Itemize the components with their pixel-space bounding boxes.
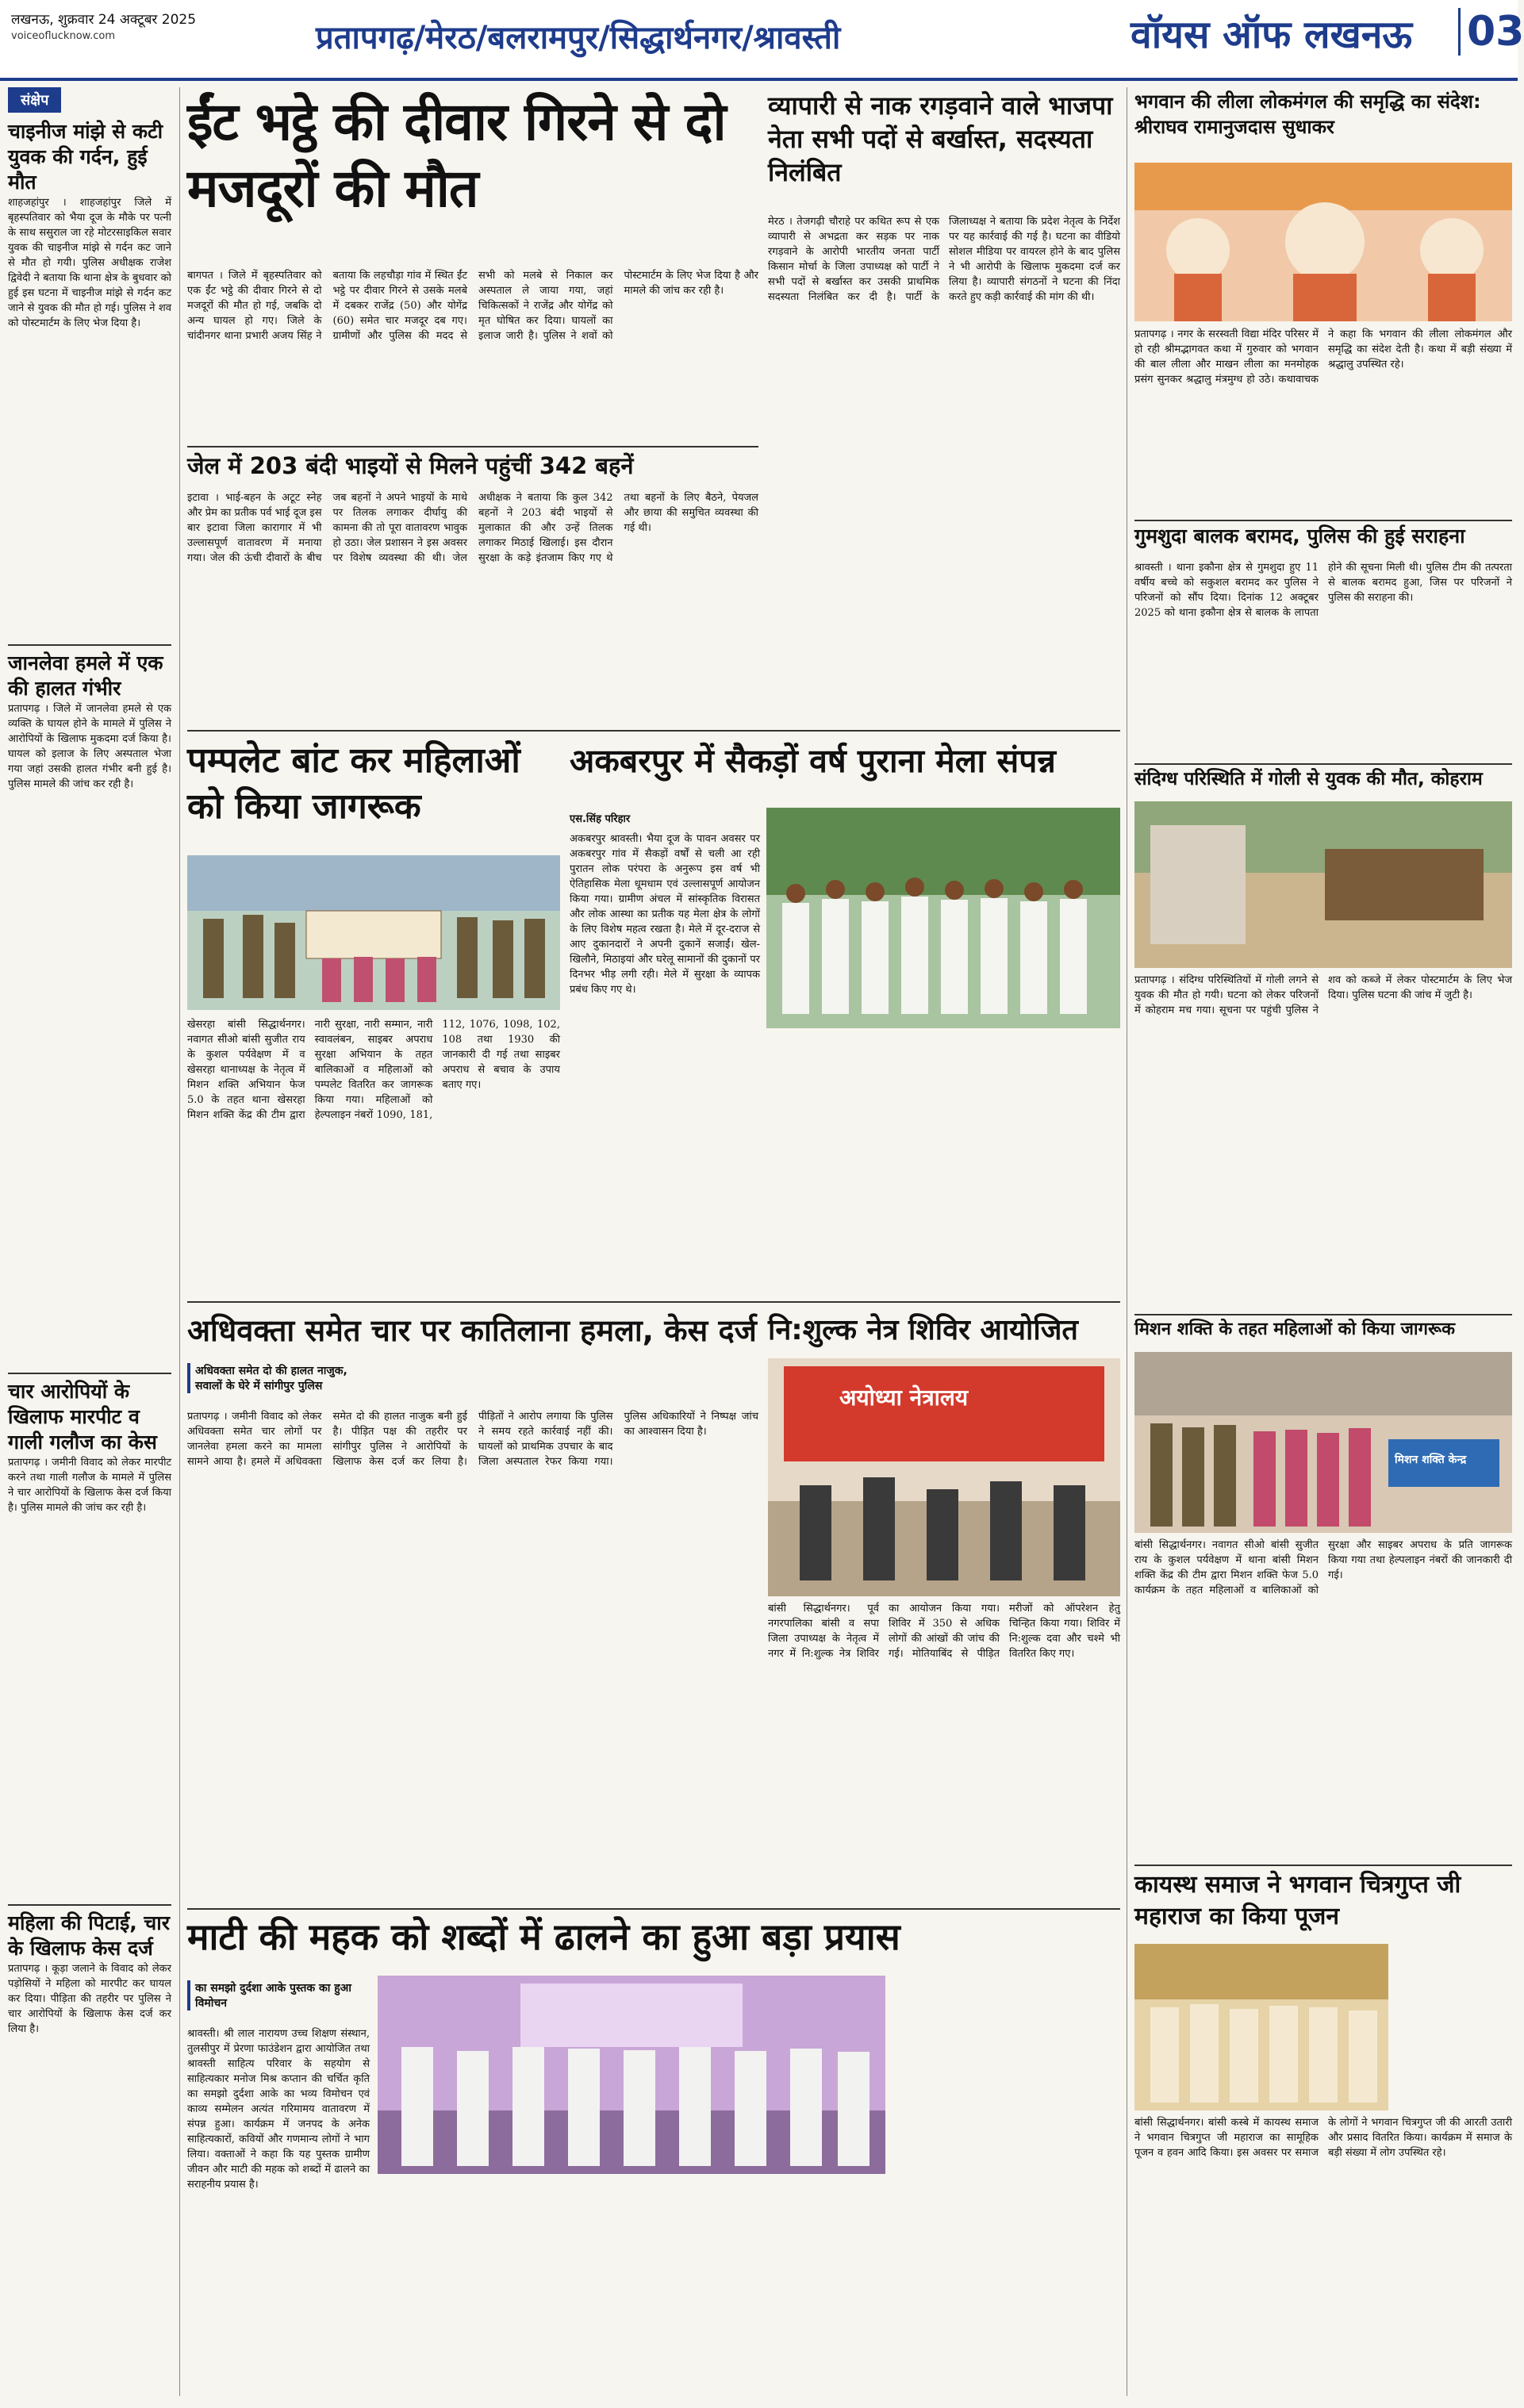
chitragupt-body: बांसी सिद्धार्थनगर। बांसी कस्बे में कायस्थ समाज ने भगवान चित्रगुप्त जी महाराज का सामूहिक पूजन व हवन आदि किया। इस अवसर पर समाज के लोगों ने भगवान चित्रगुप्त जी की आरती उतारी और प्रसाद वितरित किया। कार्यक्रम में समाज के बड़ी संख्या में लोग उपस्थित रहे।: [1134, 2117, 1512, 2159]
site-url[interactable]: voiceoflucknow.com: [11, 30, 115, 42]
shooting-headline-box: [1134, 766, 1512, 798]
rule: [8, 1904, 171, 1906]
lead-story-body: बागपत । जिले में बृहस्पतिवार को एक ईंट भट्ठे की दीवार गिरने से दो मजदूरों की मौत हो गई, जबकि दो अन्य घायल हो गए। जिले के चांदीनगर थाना प्रभारी अजय सिंह ने बताया कि लहचौड़ा गांव में स्थित ईंट भट्ठे पर दीवार गिरने से उसके मलबे में दबकर राजेंद्र (50) और योगेंद्र (60) समेत चार मजदूर दब गए। ग्रामीणों और पुलिस की मदद से सभी को मलबे से निकाल कर अस्पताल ले जाया गया, जहां चिकित्सकों ने राजेंद्र और योगेंद्र को मृत घोषित कर दिया। घायलों का इलाज जारी है। पुलिस ने शवों को पोस्टमार्टम के लिए भेज दिया है और मामले की जांच कर रही है।: [187, 270, 758, 342]
mission-shakti-photo: [1134, 1352, 1512, 1533]
advocate-subhead-box: [187, 1358, 370, 1406]
mela-headline-box: [570, 738, 1120, 801]
mela-body-bottom: [570, 1031, 1120, 1293]
chitragupt-headline-box: [1134, 1869, 1512, 1939]
mission-shakti-body: बांसी सिद्धार्थनगर। नवागत सीओ बांसी सुजीत राय के कुशल पर्यवेक्षण में थाना बांसी मिशन शक्ति केंद्र की टीम द्वारा मिशन शक्ति फेज 5.0 कार्यक्रम के तहत महिलाओं व बालिकाओं को सुरक्षा और साइबर अपराध के प्रति जागरूक किया गया तथा हेल्पलाइन नंबरों की जानकारी दी गई।: [1134, 1539, 1512, 1596]
eye-camp-photo: [768, 1358, 1120, 1596]
pamphlet-body: खेसरहा बांसी सिद्धार्थनगर। नवागत सीओ बांसी सुजीत राय के कुशल पर्यवेक्षण में व खेसरहा थानाध्यक्ष के नेतृत्व में मिशन शक्ति अभियान फेज 5.0 के तहत थाना खेसरहा मिशन शक्ति केंद्र की टीम द्वारा नारी सुरक्षा, नारी सम्मान, नारी स्वावलंबन, साइबर अपराध सुरक्षा अभियान के तहत बालिकाओं व महिलाओं को पम्पलेट वितरित कर जागरूक किया गया। महिलाओं को हेल्पलाइन नंबरों 1090, 181, 112, 1076, 1098, 102, 108 तथा 1930 की जानकारी दी गई तथा साइबर अपराध से बचाव के उपाय बताए गए।: [187, 1019, 560, 1121]
rule: [8, 1373, 171, 1374]
newspaper-brand: वॉयस ऑफ लखनऊ: [1131, 13, 1413, 57]
bjp-story-headline-box: [768, 89, 1120, 212]
brief-4-headline: महिला की पिटाई, चार के खिलाफ केस दर्ज: [8, 1911, 171, 1960]
lead-headline: ईंट भट्ठे की दीवार गिरने से दो मजदूरों की मौत: [187, 91, 726, 219]
section-cities: प्रतापगढ़/मेरठ/बलरामपुर/सिद्धार्थनगर/श्रावस्ती: [316, 20, 841, 56]
lit-body-right: [893, 1976, 1120, 2391]
pamphlet-photo: [187, 855, 560, 1010]
brief-4-body: प्रतापगढ़ । कूड़ा जलाने के विवाद को लेकर पड़ोसियों ने महिला को मारपीट कर घायल कर दिया। पीड़िता की तहरीर पर पुलिस ने चार आरोपियों के खिलाफ केस दर्ज कर लिया है।: [8, 1963, 171, 2035]
rule: [1134, 1314, 1512, 1315]
mission-shakti-banner-text: मिशन शक्ति केन्द्र: [1395, 1454, 1467, 1466]
column-divider: [179, 87, 180, 2396]
eye-camp-body: बांसी सिद्धार्थनगर। पूर्व नगरपालिका बांसी व सपा जिला उपाध्यक्ष के नेतृत्व में नगर में नि:शुल्क नेत्र शिविर का आयोजन किया गया। शिविर में 350 से अधिक लोगों की आंखों की जांच की गई। मोतियाबिंद से पीड़ित मरीजों को ऑपरेशन हेतु चिन्हित किया गया। शिविर में नि:शुल्क दवा और चश्मे भी वितरित किए गए।: [768, 1603, 1120, 1660]
pamphlet-headline: पम्पलेट बांट कर महिलाओं को किया जागरूक: [187, 740, 520, 827]
police-women-photo: [187, 855, 560, 1010]
chitragupt-headline: कायस्थ समाज ने भगवान चित्रगुप्त जी महाराज का किया पूजन: [1134, 1871, 1461, 1930]
lit-headline-box: [187, 1914, 1120, 1968]
mission-shakti-headline-box: [1134, 1317, 1512, 1349]
shooting-photo: [1134, 801, 1512, 968]
mela-body-top: अकबरपुर श्रावस्ती। भैया दूज के पावन अवसर पर अकबरपुर गांव में सैकड़ों वर्षों से चली आ रही पुरातन लोक परंपरा के अनुरूप इस वर्ष भी ऐतिहासिक मेला धूमधाम एवं उल्लासपूर्ण आयोजन किया गया। ग्रामीण अंचल में सांस्कृतिक विरासत और लोक आस्था का प्रतीक यह मेला क्षेत्र के लोगों के लिए विशेष महत्व रखता है। मेले में दूर-दराज से आए दुकानदारों ने अपनी दुकानें सजाईं। खेल-खिलौने, मिठाइयां और घरेलू सामानों की दुकानों पर दिनभर भीड़ लगी रही। मेले में सुरक्षा के व्यापक प्रबंध किए गए थे।: [570, 833, 760, 996]
jail-headline: जेल में 203 बंदी भाइयों से मिलने पहुंचीं 342 बहनें: [187, 452, 634, 479]
katha-stage-photo: [1134, 163, 1512, 321]
lit-subhead-box: [187, 1976, 370, 2023]
brief-1-headline: चाइनीज मांझे से कटी युवक की गर्दन, हुई मौत: [8, 120, 163, 194]
jail-story-headline-box: [187, 449, 758, 487]
eye-camp-headline: नि:शुल्क नेत्र शिविर आयोजित: [768, 1314, 1078, 1346]
rule: [8, 644, 171, 646]
eye-camp-banner-text: अयोध्या नेत्रालय: [839, 1385, 969, 1411]
mela-group-photo: [766, 808, 1120, 1028]
lit-headline: माटी की महक को शब्दों में ढालने का हुआ बड़ा प्रयास: [187, 1915, 900, 1958]
rule: [187, 730, 1120, 732]
edition-date: लखनऊ, शुक्रवार 24 अक्टूबर 2025: [11, 12, 197, 28]
eye-camp-headline-box: [768, 1308, 1120, 1355]
shooting-body: प्रतापगढ़ । संदिग्ध परिस्थितियों में गोली लगने से युवक की मौत हो गयी। घटना को लेकर परिजनों में कोहराम मच गया। सूचना पर पहुंची पुलिस ने शव को कब्जे में लेकर पोस्टमार्टम के लिए भेज दिया। पुलिस घटना की जांच में जुटी है।: [1134, 974, 1512, 1016]
katha-headline-box: [1134, 89, 1512, 160]
rule: [187, 446, 758, 447]
mela-headline: अकबरपुर में सैकड़ों वर्ष पुराना मेला संपन्न: [570, 742, 1056, 780]
book-release-photo: [378, 1976, 885, 2174]
brief-3-body: प्रतापगढ़ । जमीनी विवाद को लेकर मारपीट करने तथा गाली गलौज के मामले में पुलिस ने चार आरोपियों के खिलाफ केस दर्ज किया है। पुलिस मामले की जांच कर रही है।: [8, 1457, 171, 1514]
briefs-column: [8, 87, 171, 2396]
advocate-body: प्रतापगढ़ । जमीनी विवाद को लेकर अधिवक्ता समेत चार लोगों पर जानलेवा हमला करने का मामला सामने आया है। हमले में अधिवक्ता समेत दो की हालत नाजुक बनी हुई है। पीड़ित पक्ष की तहरीर पर सांगीपुर पुलिस ने आरोपियों के खिलाफ केस दर्ज कर लिया है। पीड़ितों ने आरोप लगाया कि पुलिस ने समय रहते कार्रवाई नहीं की। घायलों को प्राथमिक उपचार के बाद जिला अस्पताल रेफर किया गया। पुलिस अधिकारियों ने निष्पक्ष जांच का आश्वासन दिया है।: [187, 1411, 758, 1468]
lit-body-middle: [378, 2180, 885, 2391]
village-scene-photo: [1134, 801, 1512, 968]
mela-byline: एस.सिंह परिहार: [570, 813, 631, 825]
katha-photo: [1134, 163, 1512, 321]
brief-2-body: प्रतापगढ़ । जिले में जानलेवा हमले से एक व्यक्ति के घायल होने के मामले में पुलिस ने आरोपियों के खिलाफ मुकदमा दर्ज किया है। घायल को इलाज के लिए अस्पताल भेजा गया जहां उसकी हालत गंभीर बनी हुई है। पुलिस मामले की जांच कर रही है।: [8, 703, 171, 790]
shooting-headline: संदिग्ध परिस्थिति में गोली से युवक की मौत, कोहराम: [1134, 769, 1483, 789]
brief-2-headline: जानलेवा हमले में एक की हालत गंभीर: [8, 651, 163, 700]
lit-photo: [378, 1976, 885, 2174]
missing-child-body: श्रावस्ती । थाना इकौना क्षेत्र से गुमशुदा हुए 11 वर्षीय बच्चे को सकुशल बरामद कर पुलिस ने परिजनों को सौंप दिया। दिनांक 12 अक्टूबर 2025 को थाना इकौना क्षेत्र से बालक के लापता होने की सूचना मिली थी। पुलिस टीम की तत्परता से बालक बरामद हुआ, जिस पर परिजनों ने पुलिस की सराहना की।: [1134, 562, 1512, 619]
rule: [187, 1301, 1120, 1303]
lit-body-left: श्रावस्ती। श्री लाल नारायण उच्च शिक्षण संस्थान, तुलसीपुर में प्रेरणा फाउंडेशन द्वारा आयोजित तथा श्रावस्ती साहित्य परिवार के सहयोग से साहित्यकार मनोज मिश्र कप्तान की चर्चित कृति का समझो दुर्दशा आके का भव्य विमोचन एवं काव्य सम्मेलन अत्यंत गरिमामय वातावरण में संपन्न हुआ। कार्यक्रम में जनपद के अनेक साहित्यकारों, कवियों और गणमान्य लोगों ने भाग लिया। वक्ताओं ने कहा कि यह पुस्तक ग्रामीण जीवन और माटी की महक को शब्दों में ढालने का सराहनीय प्रयास है।: [187, 2028, 370, 2191]
advocate-headline-box: [187, 1308, 758, 1355]
briefs-tag: संक्षेप: [8, 87, 61, 113]
pamphlet-headline-box: [187, 738, 560, 849]
jail-story-body: इटावा । भाई-बहन के अटूट स्नेह और प्रेम का प्रतीक पर्व भाई दूज इस बार इटावा जिला कारागार में भी उल्लासपूर्ण वातावरण में मनाया गया। जेल की ऊंची दीवारों के बीच जब बहनों ने अपने भाइयों के माथे पर तिलक लगाकर दीर्घायु की कामना की तो पूरा वातावरण भावुक हो उठा। जेल प्रशासन ने इस अवसर पर विशेष व्यवस्था की थी। जेल अधीक्षक ने बताया कि कुल 342 बहनों ने 203 बंदी भाइयों से मुलाकात की और उन्हें तिलक लगाकर मिठाई खिलाई। इस दौरान सुरक्षा के कड़े इंतजाम किए गए थे तथा बहनों के लिए बैठने, पेयजल और छाया की समुचित व्यवस्था की गई थी।: [187, 492, 758, 564]
rule: [1134, 1865, 1512, 1866]
missing-child-headline: गुमशुदा बालक बरामद, पुलिस की हुई सराहना: [1134, 524, 1465, 547]
mela-photo: [766, 808, 1120, 1028]
brief-1-body: शाहजहांपुर । शाहजहांपुर जिले में बृहस्पतिवार को भैया दूज के मौके पर पत्नी के साथ ससुराल जा रहे मोटरसाइकिल सवार युवक की चाइनीज मांझे से गर्दन कट जाने से मौत हो गयी। पुलिस अधीक्षक राजेश द्विवेदी ने बताया कि थाना क्षेत्र के बुधवार को हुई इस घटना में चाइनीज मांझे से गर्दन कट जाने से युवक की मौत हो गई। पुलिस ने शव को पोस्टमार्टम के लिए भेज दिया है।: [8, 197, 171, 329]
lead-story-headline-box: [187, 89, 758, 267]
bjp-story-body: मेरठ । तेजगढ़ी चौराहे पर कथित रूप से एक व्यापारी से अभद्रता कर सड़क पर नाक रगड़वाने के आरोपी भारतीय जनता पार्टी किसान मोर्चा के जिला उपाध्यक्ष को पार्टी ने सभी पदों से बर्खास्त कर उसकी प्राथमिक सदस्यता निलंबित कर दी है। पार्टी के जिलाध्यक्ष ने बताया कि प्रदेश नेतृत्व के निर्देश पर यह कार्रवाई की गई है। घटना का वीडियो सोशल मीडिया पर वायरल होने के बाद पुलिस ने भी आरोपी के खिलाफ मुकदमा दर्ज कर लिया है। व्यापारी संगठनों ने घटना की निंदा करते हुए कड़ी कार्रवाई की मांग की थी।: [768, 216, 1120, 303]
masthead: [0, 0, 1524, 81]
katha-headline: भगवान की लीला लोकमंगल की समृद्धि का संदेश: श्रीराघव रामानुजदास सुधाकर: [1134, 90, 1481, 138]
missing-child-headline-box: [1134, 524, 1512, 559]
rule: [1134, 520, 1512, 521]
brief-3-headline: चार आरोपियों के खिलाफ मारपीट व गाली गलौज का केस: [8, 1380, 157, 1454]
mission-shakti-headline: मिशन शक्ति के तहत महिलाओं को किया जागरूक: [1134, 1319, 1455, 1339]
katha-body: प्रतापगढ़ । नगर के सरस्वती विद्या मंदिर परिसर में हो रही श्रीमद्भागवत कथा में गुरुवार को भगवान की बाल लीला और माखन लीला का मनमोहक प्रसंग सुनकर श्रद्धालु मंत्रमुग्ध हो उठे। कथावाचक ने कहा कि भगवान की लीला लोकमंगल और समृद्धि का संदेश देती है। कथा में बड़ी संख्या में श्रद्धालु उपस्थित रहे।: [1134, 328, 1512, 386]
page-number: 03: [1458, 8, 1524, 56]
bjp-headline: व्यापारी से नाक रगड़वाने वाले भाजपा नेता सभी पदों से बर्खास्त, सदस्यता निलंबित: [768, 90, 1113, 187]
rule: [187, 1908, 1120, 1910]
mela-byline-box: [570, 808, 760, 831]
chitragupt-photo: [1134, 1944, 1388, 2110]
rule: [1134, 763, 1512, 765]
advocate-subhead: अधिवक्ता समेत दो की हालत नाजुक, सवालों के घेरे में सांगीपुर पुलिस: [187, 1363, 370, 1393]
lit-subhead: का समझो दुर्दशा आके पुस्तक का हुआ विमोचन: [187, 1980, 370, 2011]
chitragupt-puja-photo: [1134, 1944, 1388, 2110]
mission-shakti-group-photo: [1134, 1352, 1512, 1533]
chitragupt-body-side: [1395, 1944, 1512, 2110]
advocate-headline: अधिवक्ता समेत चार पर कातिलाना हमला, केस दर्ज: [187, 1313, 757, 1348]
